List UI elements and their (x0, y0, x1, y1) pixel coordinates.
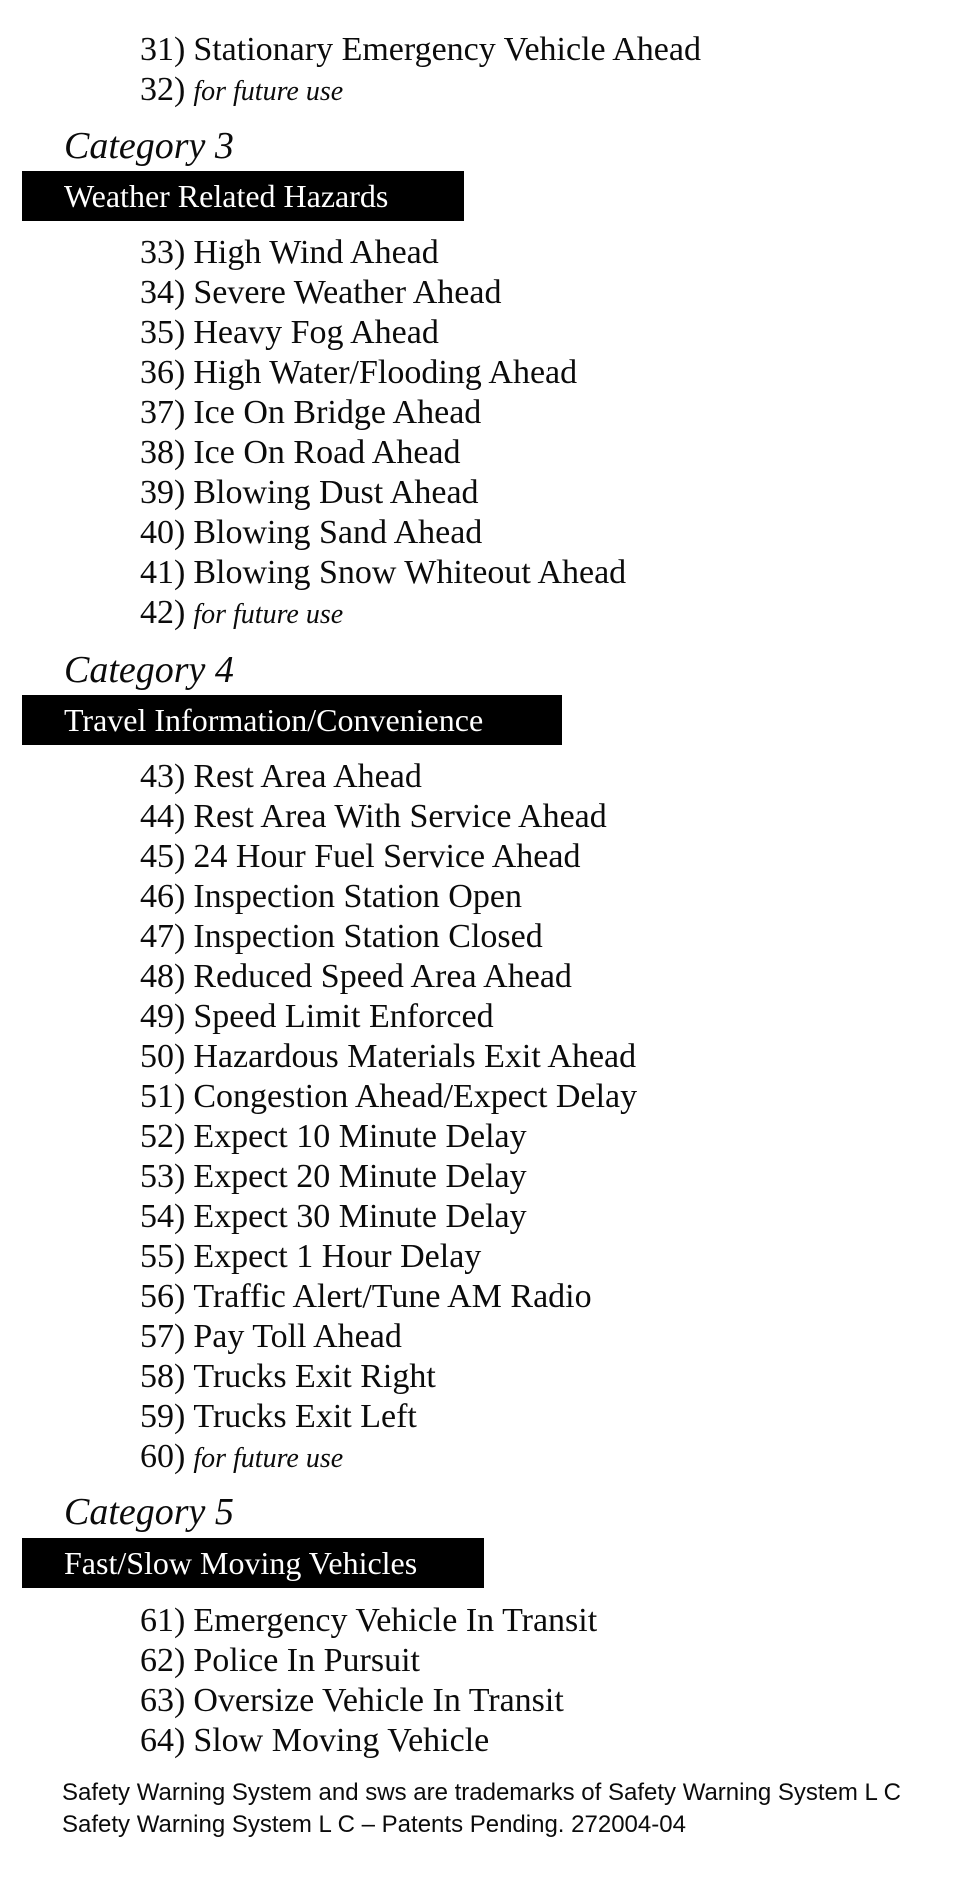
list-item: 36) High Water/Flooding Ahead (140, 354, 578, 391)
category-3-heading: Category 3 (64, 125, 234, 167)
category-4-banner: Travel Information/Convenience (22, 695, 562, 745)
list-item: 60) for future use (140, 1438, 344, 1475)
footer-patent-line: Safety Warning System L C – Patents Pending. 272004-04 (62, 1811, 686, 1838)
list-item: 48) Reduced Speed Area Ahead (140, 958, 572, 995)
list-item: 64) Slow Moving Vehicle (140, 1722, 490, 1759)
list-item: 33) High Wind Ahead (140, 234, 439, 271)
list-item: 34) Severe Weather Ahead (140, 274, 502, 311)
list-item: 31) Stationary Emergency Vehicle Ahead (140, 31, 701, 68)
list-item: 47) Inspection Station Closed (140, 918, 543, 955)
category-4-heading: Category 4 (64, 649, 234, 691)
list-item: 39) Blowing Dust Ahead (140, 474, 479, 511)
list-item: 35) Heavy Fog Ahead (140, 314, 439, 351)
category-3-banner: Weather Related Hazards (22, 171, 464, 221)
list-item: 43) Rest Area Ahead (140, 758, 422, 795)
list-item: 42) for future use (140, 594, 344, 631)
list-item: 40) Blowing Sand Ahead (140, 514, 483, 551)
list-item: 62) Police In Pursuit (140, 1642, 420, 1679)
list-item: 51) Congestion Ahead/Expect Delay (140, 1078, 638, 1115)
list-item: 52) Expect 10 Minute Delay (140, 1118, 527, 1155)
list-item: 37) Ice On Bridge Ahead (140, 394, 482, 431)
list-item: 45) 24 Hour Fuel Service Ahead (140, 838, 581, 875)
category-5-banner: Fast/Slow Moving Vehicles (22, 1538, 484, 1588)
list-item: 63) Oversize Vehicle In Transit (140, 1682, 564, 1719)
list-item: 54) Expect 30 Minute Delay (140, 1198, 527, 1235)
list-item: 61) Emergency Vehicle In Transit (140, 1602, 598, 1639)
list-item: 56) Traffic Alert/Tune AM Radio (140, 1278, 592, 1315)
list-item: 44) Rest Area With Service Ahead (140, 798, 607, 835)
list-item: 46) Inspection Station Open (140, 878, 522, 915)
list-item: 55) Expect 1 Hour Delay (140, 1238, 482, 1275)
footer-trademark-line: Safety Warning System and sws are trademarks of Safety Warning System L C (62, 1779, 901, 1806)
category-5-heading: Category 5 (64, 1491, 234, 1533)
list-item: 32) for future use (140, 71, 344, 108)
list-item: 41) Blowing Snow Whiteout Ahead (140, 554, 627, 591)
list-item: 50) Hazardous Materials Exit Ahead (140, 1038, 637, 1075)
list-item: 38) Ice On Road Ahead (140, 434, 461, 471)
list-item: 57) Pay Toll Ahead (140, 1318, 402, 1355)
list-item: 58) Trucks Exit Right (140, 1358, 436, 1395)
list-item: 53) Expect 20 Minute Delay (140, 1158, 527, 1195)
list-item: 49) Speed Limit Enforced (140, 998, 494, 1035)
list-item: 59) Trucks Exit Left (140, 1398, 417, 1435)
